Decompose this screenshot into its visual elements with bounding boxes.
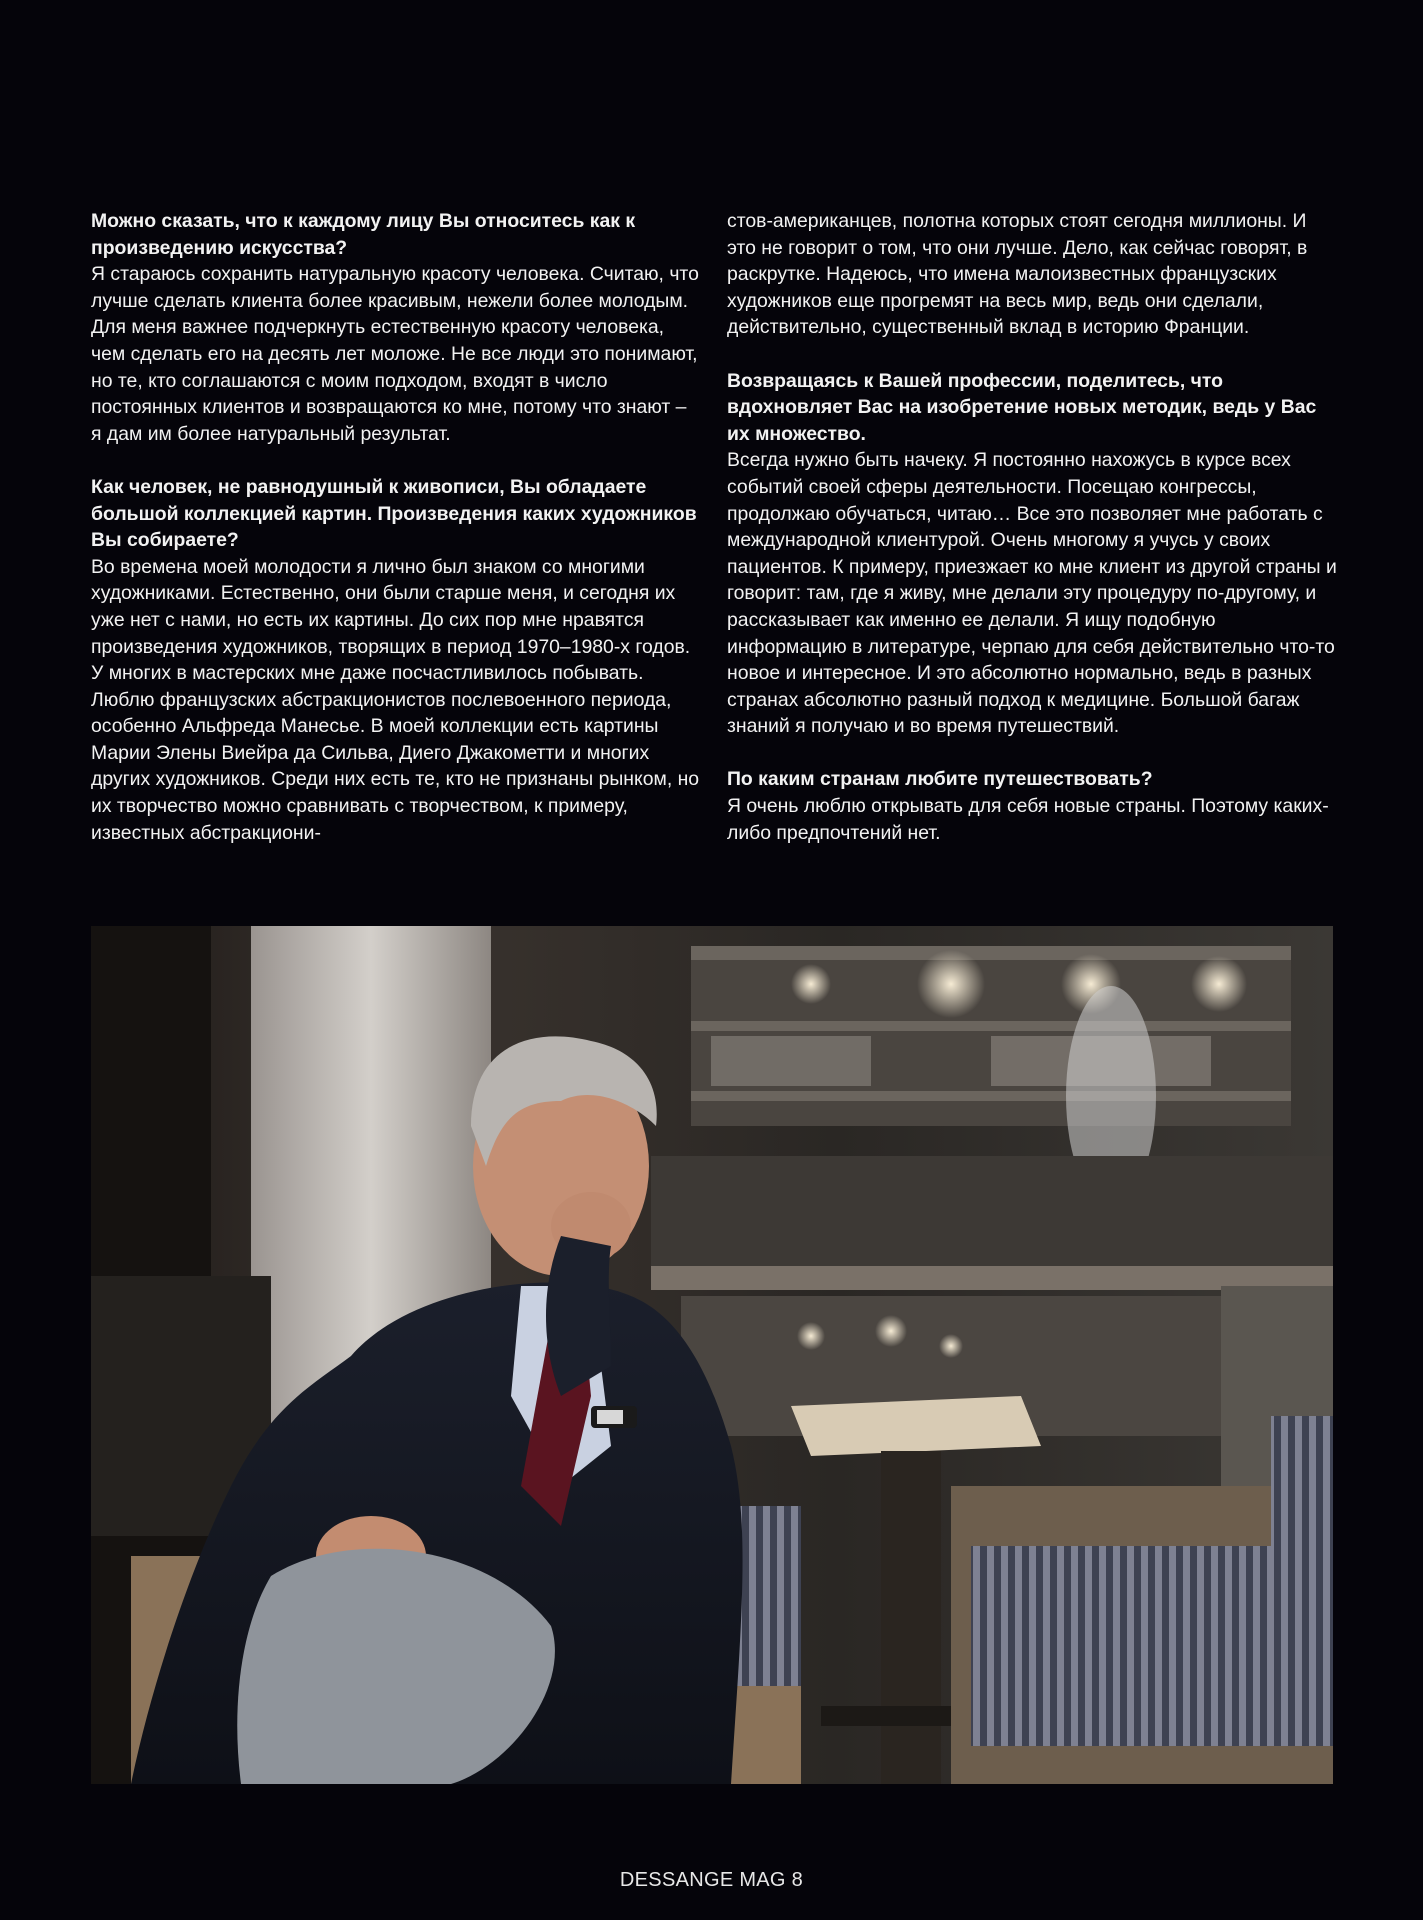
- paragraph-gap: [727, 740, 1337, 767]
- interview-question: Как человек, не равнодушный к живописи, Вы обладаете большой коллекцией картин. Произведения каких художников Вы собираете?: [91, 475, 697, 552]
- interview-question: Возвращаясь к Вашей профессии, поделитесь, что вдохновляет Вас на изобретение новых методик, ведь у Вас их множество.: [727, 369, 1317, 445]
- page-footer: DESSANGE MAG 8: [619, 1869, 804, 1891]
- interview-answer: стов-американцев, полотна которых стоят сегодня миллионы. И это не говорит о том, что они лучше. Дело, как сейчас говорят, в раскрутке. Надеюсь, что имена малоизвестных французских художников еще прогремят на весь мир, ведь они сделали, действительно, существенный вклад в историю Франции.: [727, 210, 1308, 339]
- paragraph-gap: [727, 341, 1337, 368]
- article-column-left: [91, 208, 701, 846]
- interview-answer: Я очень люблю открывать для себя новые страны. Поэтому каких-либо предпочтений нет.: [727, 795, 1329, 844]
- paragraph-gap: [91, 447, 701, 474]
- interview-answer: Всегда нужно быть начеку. Я постоянно нахожусь в курсе всех событий своей сферы деятельности. Посещаю конгрессы, продолжаю обучаться, читаю… Все это позволяет мне работать с международной клиентурой. Очень многому я учусь у своих пациентов. К примеру, приезжает ко мне клиент из другой страны и говорит: там, где я живу, мне делали эту процедуру по-другому, и рассказывает как именно ее делали. Я ищу подобную информацию в литературе, черпаю для себя действительно что-то новое и интересное. И это абсолютно нормально, ведь в разных странах абсолютно разный подход к медицине. Большой багаж знаний я получаю и во время путешествий.: [727, 449, 1337, 738]
- interview-question: По каким странам любите путешествовать?: [727, 768, 1153, 791]
- portrait-photo: [91, 926, 1333, 1784]
- interview-answer: Я стараюсь сохранить натуральную красоту человека. Считаю, что лучше сделать клиента более красивым, нежели более молодым. Для меня важнее подчеркнуть естественную красоту человека, чем сделать его на десять лет моложе. Не все люди это понимают, но те, кто соглашаются с моим подходом, входят в число постоянных клиентов и возвращаются ко мне, потому что знают – я дам им более натуральный результат.: [91, 263, 699, 445]
- interview-answer: Во времена моей молодости я лично был знаком со многими художниками. Естественно, они были старше меня, и сегодня их уже нет с нами, но есть их картины. До сих пор мне нравятся произведения художников, творящих в период 1970–1980-х годов. У многих в мастерских мне даже посчастливилось побывать. Люблю французских абстракционистов послевоенного периода, особенно Альфреда Манесье. В моей коллекции есть картины Марии Элены Виейра да Сильва, Диего Джакометти и многих других художников. Среди них есть те, кто не признаны рынком, но их творчество можно сравнивать с творчеством, к примеру, известных абстракциони-: [91, 555, 700, 844]
- interview-question: Можно сказать, что к каждому лицу Вы относитесь как к произведению искусства?: [91, 210, 636, 259]
- article-column-right: [727, 208, 1337, 846]
